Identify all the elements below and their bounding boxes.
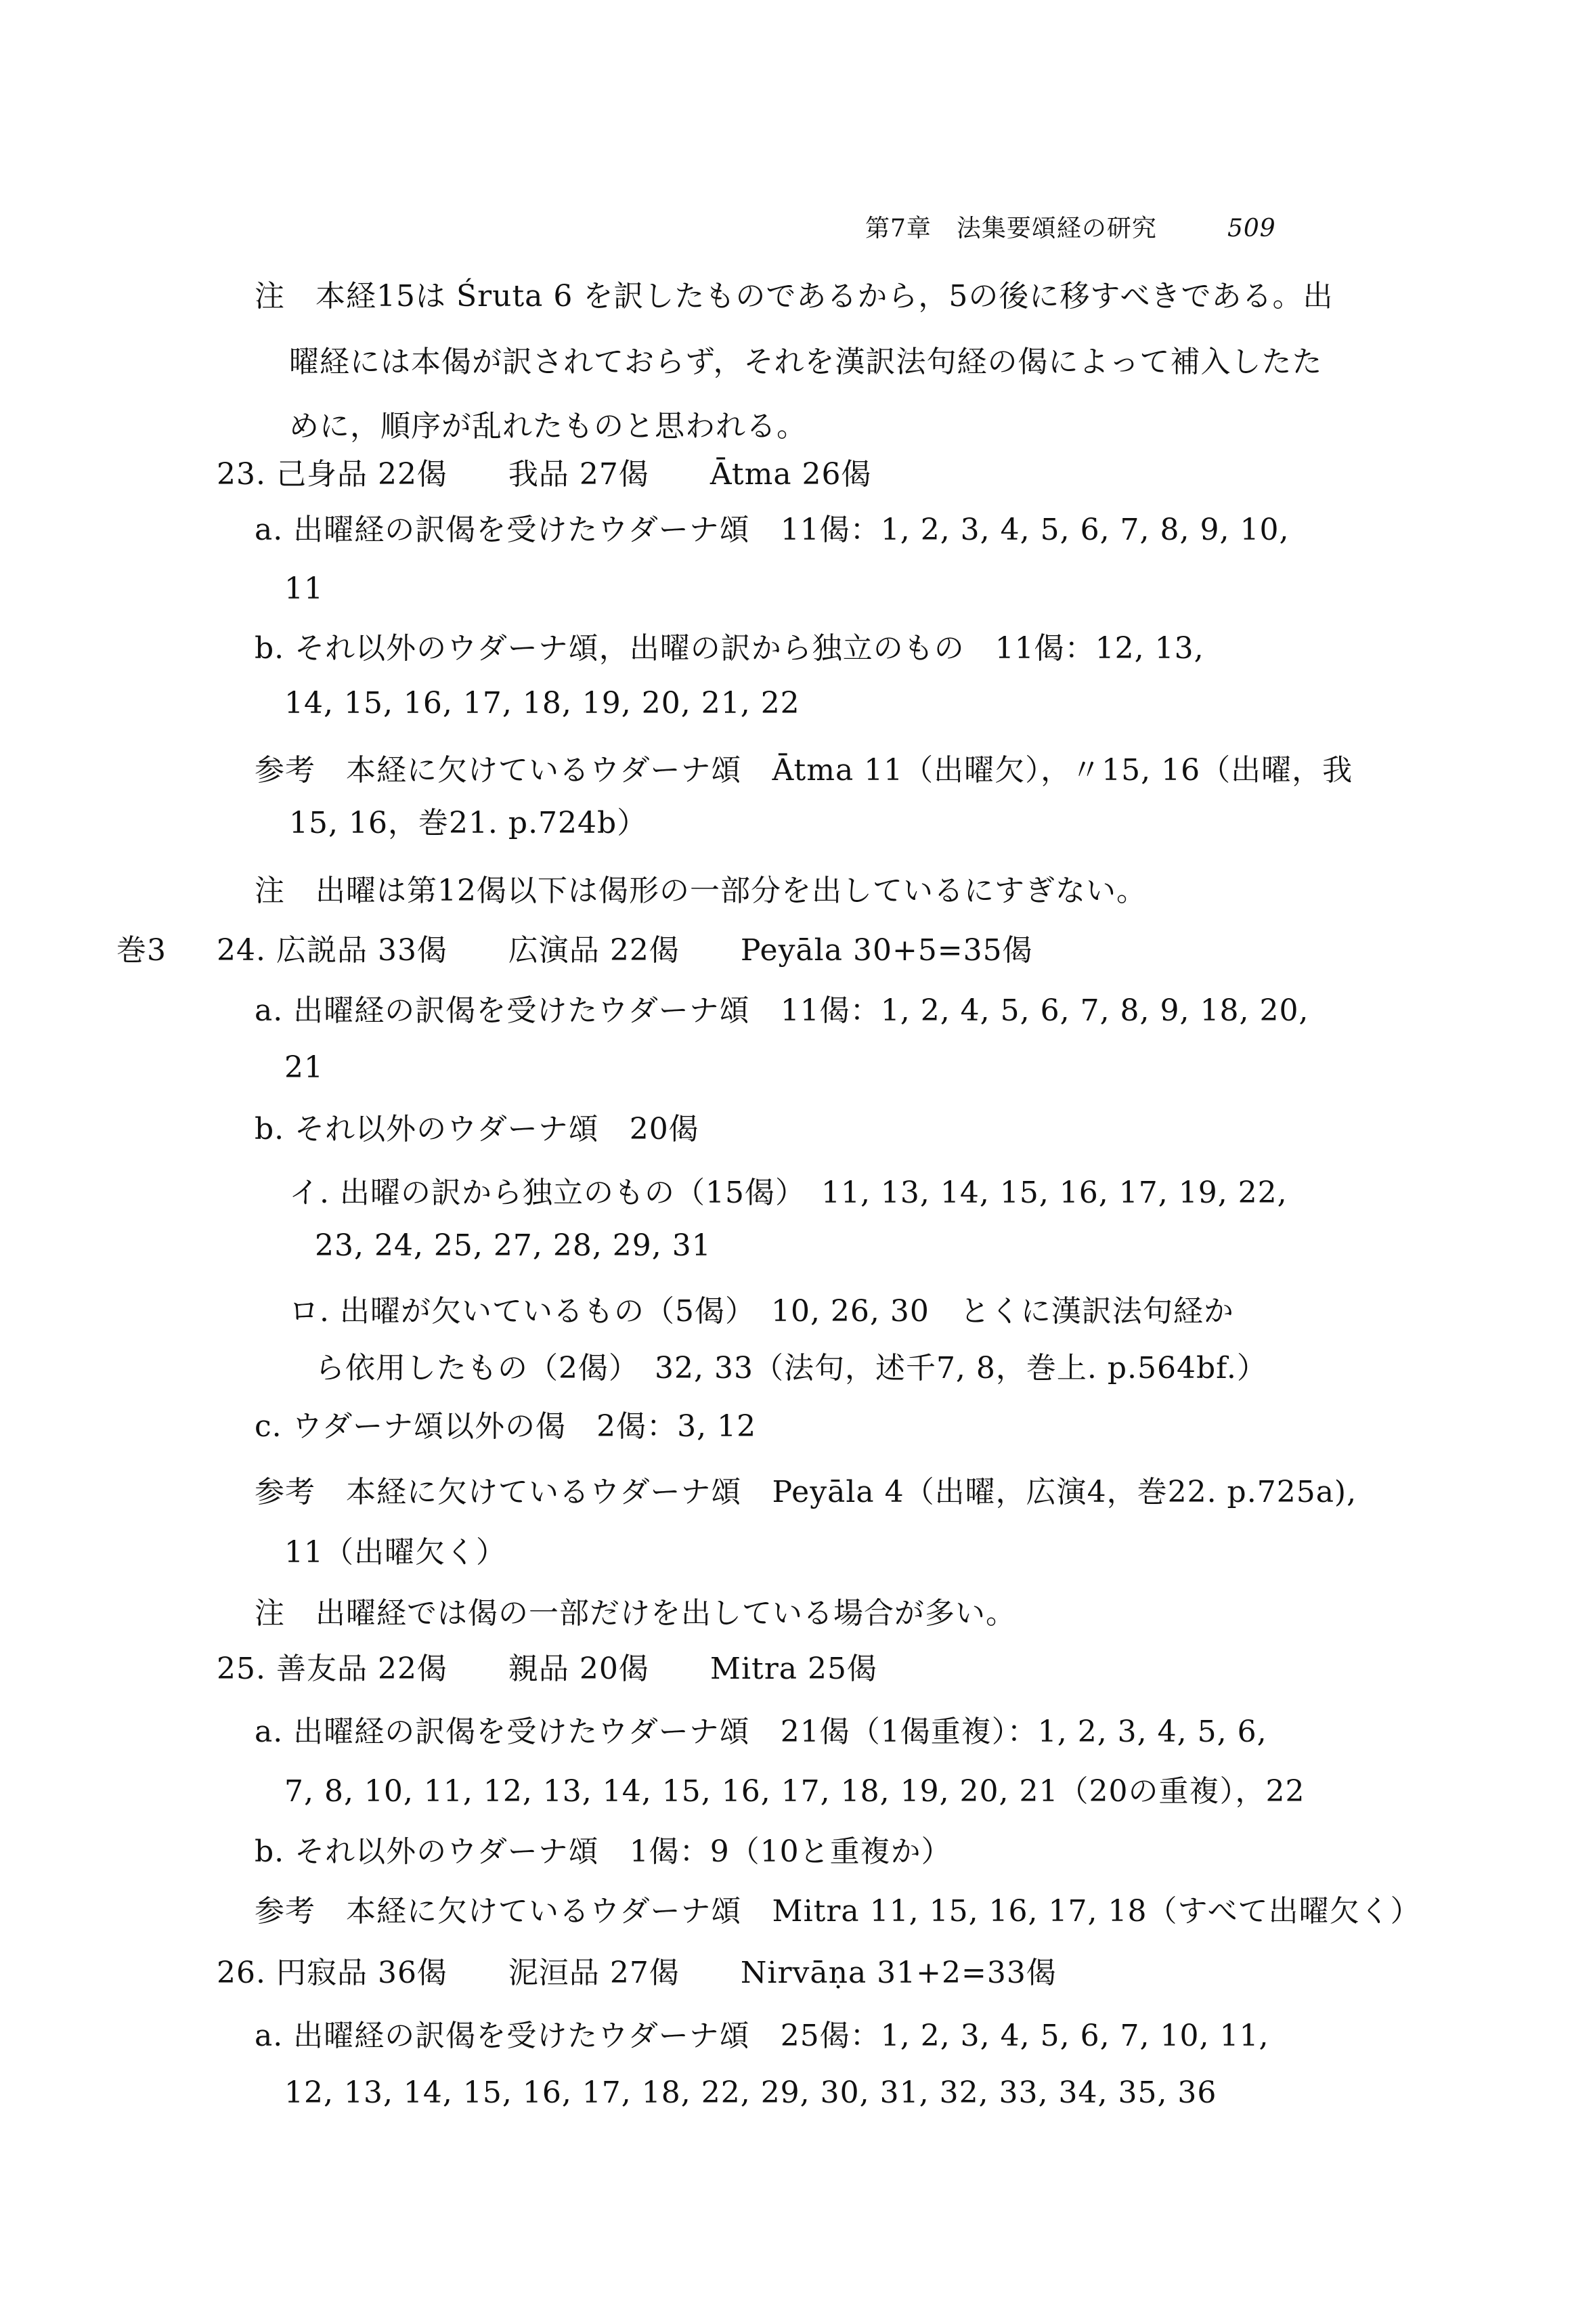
item-line: a. 出曜経の訳偈を受けたウダーナ頌 11偈：1, 2, 3, 4, 5, 6, 7, 8, 9, 10,	[255, 513, 1290, 547]
item-line: 14, 15, 16, 17, 18, 19, 20, 21, 22	[284, 686, 800, 720]
reference-line: 参考 本経に欠けているウダーナ頌 Ātma 11（出曜欠），〃15, 16（出曜，我	[255, 753, 1353, 788]
page-number: 509	[1227, 215, 1276, 242]
item-line: 11	[284, 572, 324, 606]
item-line: a. 出曜経の訳偈を受けたウダーナ頌 21偈（1偈重複）：1, 2, 3, 4, 5, 6,	[255, 1715, 1267, 1749]
reference-line: 参考 本経に欠けているウダーナ頌 Peyāla 4（出曜，広演4，巻22. p.725a),	[255, 1475, 1357, 1509]
reference-line: 11（出曜欠く）	[284, 1535, 506, 1570]
subitem-line: ら依用したもの（2偈） 32, 33（法句，述千7, 8，巻上. p.564bf.）	[315, 1351, 1267, 1385]
subitem-line: イ. 出曜の訳から独立のもの（15偈） 11, 13, 14, 15, 16, 17, 19, 22,	[289, 1176, 1288, 1210]
section-heading-24: 24. 広説品 33偈 広演品 22偈 Peyāla 30+5=35偈	[217, 933, 1033, 968]
note-line: 注 出曜は第12偈以下は偈形の一部分を出しているにすぎない。	[255, 874, 1147, 908]
subitem-line: ロ. 出曜が欠いているもの（5偈） 10, 26, 30 とくに漢訳法句経か	[289, 1294, 1234, 1329]
item-line: 12, 13, 14, 15, 16, 17, 18, 22, 29, 30, 31, 32, 33, 34, 35, 36	[284, 2075, 1217, 2110]
section-heading-23: 23. 己身品 22偈 我品 27偈 Ātma 26偈	[217, 457, 872, 492]
item-line: a. 出曜経の訳偈を受けたウダーナ頌 11偈：1, 2, 4, 5, 6, 7, 8, 9, 18, 20,	[255, 993, 1309, 1028]
item-line: a. 出曜経の訳偈を受けたウダーナ頌 25偈：1, 2, 3, 4, 5, 6, 7, 10, 11,	[255, 2019, 1269, 2053]
section-heading-26: 26. 円寂品 36偈 泥洹品 27偈 Nirvāṇa 31+2=33偈	[217, 1956, 1057, 1990]
item-line: c. ウダーナ頌以外の偈 2偈：3, 12	[255, 1409, 757, 1444]
item-line: 21	[284, 1050, 324, 1085]
item-line: 7, 8, 10, 11, 12, 13, 14, 15, 16, 17, 18, 19, 20, 21（20の重複），22	[284, 1774, 1305, 1809]
note-line: 注 出曜経では偈の一部だけを出している場合が多い。	[255, 1596, 1016, 1631]
item-line: b. それ以外のウダーナ頌 20偈	[255, 1112, 699, 1146]
volume-marker: 巻3	[116, 933, 167, 968]
item-line: b. それ以外のウダーナ頌 1偈：9（10と重複か）	[255, 1834, 952, 1869]
note-line: 曜経には本偈が訳されておらず，それを漢訳法句経の偈によって補入したた	[289, 345, 1323, 379]
note-line: 注 本経15は Śruta 6 を訳したものであるから，5の後に移すべきである。出	[255, 279, 1334, 314]
reference-line: 15, 16，巻21. p.724b）	[289, 806, 648, 840]
section-heading-25: 25. 善友品 22偈 親品 20偈 Mitra 25偈	[217, 1652, 877, 1686]
reference-line: 参考 本経に欠けているウダーナ頌 Mitra 11, 15, 16, 17, 18（すべて出曜欠く）	[255, 1894, 1421, 1929]
subitem-line: 23, 24, 25, 27, 28, 29, 31	[315, 1228, 712, 1263]
note-line: めに，順序が乱れたものと思われる。	[289, 409, 807, 444]
item-line: b. それ以外のウダーナ頌，出曜の訳から独立のもの 11偈：12, 13,	[255, 631, 1204, 666]
chapter-title: 第7章 法集要頌経の研究	[865, 215, 1157, 242]
